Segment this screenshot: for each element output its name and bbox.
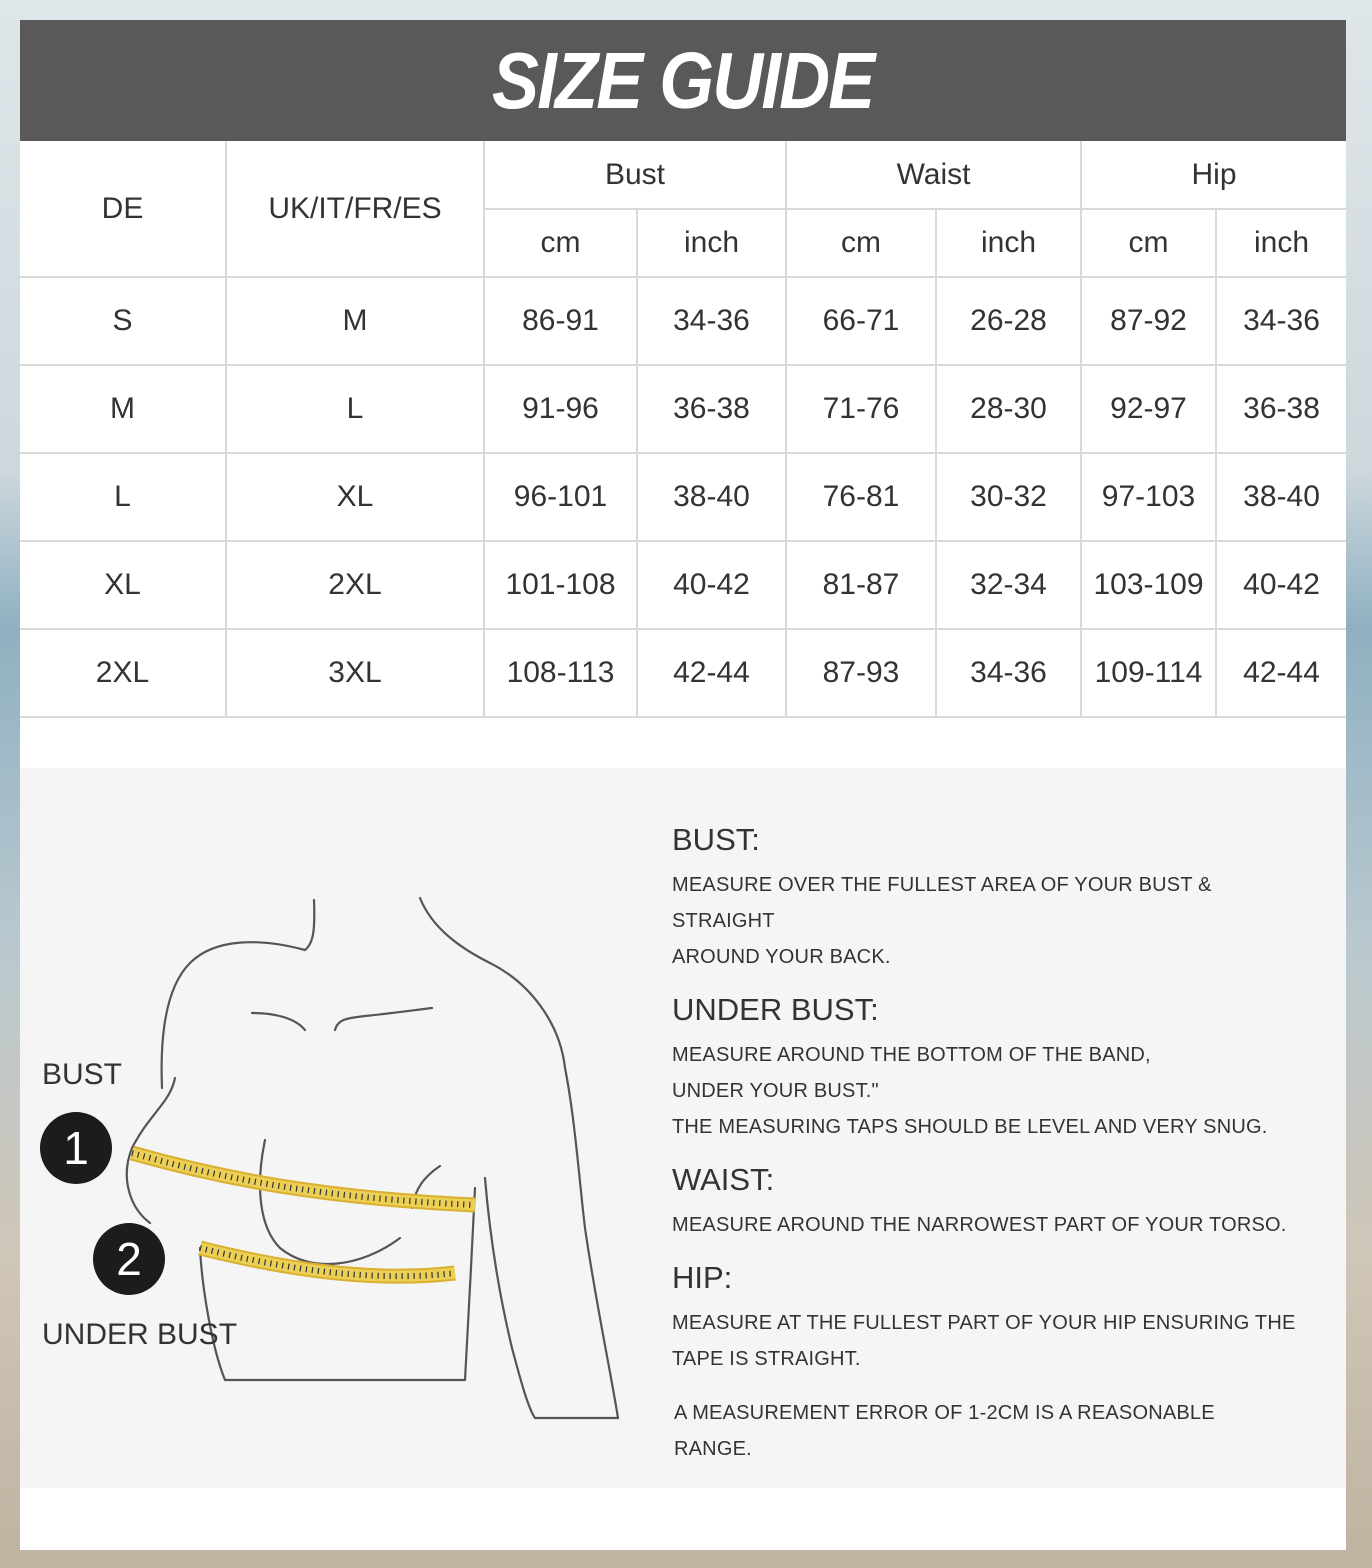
torso-figure: [20, 768, 660, 1488]
col-header-bust: Bust: [484, 141, 786, 209]
unit-header: inch: [637, 209, 786, 277]
table-cell: L: [226, 365, 484, 453]
torso-illustration: [20, 768, 660, 1488]
table-cell: 40-42: [1216, 541, 1346, 629]
table-cell: 103-109: [1081, 541, 1216, 629]
table-cell: 3XL: [226, 629, 484, 717]
table-cell: 87-92: [1081, 277, 1216, 365]
instruction-line: AROUND YOUR BACK.: [672, 946, 891, 969]
bust-instruction: [672, 823, 1312, 975]
table-cell: 108-113: [484, 629, 637, 717]
neck-left-line: [305, 900, 314, 950]
table-cell: 71-76: [786, 365, 936, 453]
instruction-line: MEASURE AROUND THE NARROWEST PART OF YOUR TORSO.: [672, 1214, 1287, 1237]
unit-header: cm: [786, 209, 936, 277]
badge-number: 1: [63, 1122, 89, 1174]
table-cell: 42-44: [637, 629, 786, 717]
bust-number-badge: [40, 1112, 112, 1184]
left-shoulder-outline: [162, 942, 305, 1088]
table-cell: 96-101: [484, 453, 637, 541]
unit-header: inch: [1216, 209, 1346, 277]
table-cell: 40-42: [637, 541, 786, 629]
table-cell: 34-36: [1216, 277, 1346, 365]
table-row: [20, 277, 1346, 365]
size-table: [20, 141, 1346, 718]
bust-label: BUST: [42, 1058, 123, 1091]
table-cell: 32-34: [936, 541, 1081, 629]
table-cell: 81-87: [786, 541, 936, 629]
table-cell: 101-108: [484, 541, 637, 629]
unit-header: cm: [484, 209, 637, 277]
measurement-error-note: [674, 1395, 1312, 1467]
table-cell: 66-71: [786, 277, 936, 365]
table-row: [20, 453, 1346, 541]
instruction-heading: WAIST:: [672, 1162, 775, 1198]
note-line: A MEASUREMENT ERROR OF 1-2CM IS A REASONABLE: [674, 1402, 1215, 1425]
instruction-line: TAPE IS STRAIGHT.: [672, 1348, 861, 1371]
instruction-line: MEASURE AROUND THE BOTTOM OF THE BAND,: [672, 1044, 1151, 1067]
instruction-heading: UNDER BUST:: [672, 992, 879, 1028]
instruction-heading: BUST:: [672, 822, 760, 857]
collarbone-left: [252, 1013, 305, 1030]
hip-instruction: [672, 1261, 1312, 1377]
table-cell: L: [20, 453, 226, 541]
right-torso-side: [465, 1188, 475, 1380]
table-cell: M: [226, 277, 484, 365]
neck-right-line: [420, 898, 490, 963]
note-line: RANGE.: [674, 1438, 752, 1461]
instruction-line: MEASURE OVER THE FULLEST AREA OF YOUR BUST & STRAIGHT: [672, 874, 1212, 933]
table-cell: 109-114: [1081, 629, 1216, 717]
col-header-waist: Waist: [786, 141, 1081, 209]
instruction-line: THE MEASURING TAPS SHOULD BE LEVEL AND VERY SNUG.: [672, 1116, 1268, 1139]
table-cell: S: [20, 277, 226, 365]
col-header-de: DE: [20, 141, 226, 277]
instruction-line: MEASURE AT THE FULLEST PART OF YOUR HIP ENSURING THE: [672, 1312, 1296, 1335]
waist-instruction: [672, 1163, 1312, 1243]
table-cell: XL: [226, 453, 484, 541]
instruction-line: UNDER YOUR BUST.": [672, 1080, 879, 1103]
table-cell: 2XL: [20, 629, 226, 717]
right-shoulder-outline: [490, 963, 618, 1418]
table-cell: 30-32: [936, 453, 1081, 541]
table-cell: 26-28: [936, 277, 1081, 365]
under-bust-instruction: [672, 993, 1312, 1145]
lower-measuring-tape: [200, 1248, 455, 1276]
unit-header: inch: [936, 209, 1081, 277]
size-guide-card: [20, 20, 1346, 1550]
table-cell: 42-44: [1216, 629, 1346, 717]
badge-number: 2: [116, 1233, 142, 1285]
under-bust-label: UNDER BUST: [42, 1318, 238, 1351]
table-cell: M: [20, 365, 226, 453]
instruction-heading: HIP:: [672, 1260, 733, 1296]
table-cell: 38-40: [1216, 453, 1346, 541]
table-cell: 86-91: [484, 277, 637, 365]
table-cell: 38-40: [637, 453, 786, 541]
table-cell: 36-38: [1216, 365, 1346, 453]
table-row: [20, 541, 1346, 629]
table-cell: 92-97: [1081, 365, 1216, 453]
page-title: SIZE GUIDE: [492, 35, 874, 125]
size-guide-header: [20, 20, 1346, 141]
right-arm-inner: [485, 1178, 535, 1418]
table-cell: 28-30: [936, 365, 1081, 453]
collarbone-right: [335, 1008, 432, 1030]
table-cell: XL: [20, 541, 226, 629]
table-cell: 97-103: [1081, 453, 1216, 541]
under-bust-number-badge: [93, 1223, 165, 1295]
table-cell: 34-36: [637, 277, 786, 365]
unit-header: cm: [1081, 209, 1216, 277]
table-cell: 34-36: [936, 629, 1081, 717]
table-cell: 76-81: [786, 453, 936, 541]
table-row: [20, 629, 1346, 717]
col-header-uk: UK/IT/FR/ES: [226, 141, 484, 277]
left-torso-side: [200, 1248, 225, 1380]
measurement-instructions: [672, 823, 1312, 1467]
measurement-guide: [20, 768, 1346, 1488]
table-cell: 91-96: [484, 365, 637, 453]
table-cell: 2XL: [226, 541, 484, 629]
table-row: [20, 365, 1346, 453]
table-cell: 36-38: [637, 365, 786, 453]
table-header-row: [20, 141, 1346, 209]
table-cell: 87-93: [786, 629, 936, 717]
col-header-hip: Hip: [1081, 141, 1346, 209]
